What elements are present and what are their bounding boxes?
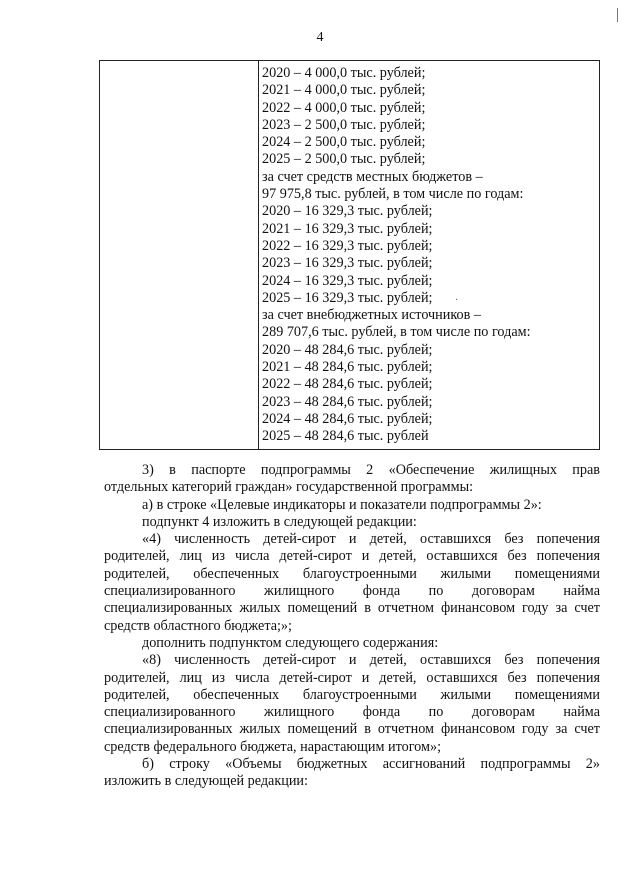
table-line: 2020 – 4 000,0 тыс. рублей; (262, 65, 426, 81)
table-line: 97 975,8 тыс. рублей, в том числе по годам: (262, 186, 524, 203)
table-line: 2022 – 16 329,3 тыс. рублей; (262, 237, 433, 254)
paragraph-4-line-5: специализированных жилых помещений в отчетном финансовом году за счет (104, 600, 600, 617)
table-line: 2025 – 2 500,0 тыс. рублей; (262, 151, 426, 168)
table-line: 2025 – 16 329,3 тыс. рублей; (262, 289, 433, 306)
table-line: 289 707,6 тыс. рублей, в том числе по годам: (262, 324, 531, 341)
page-number: 4 (316, 30, 324, 45)
paragraph-8-line-6: средств федерального бюджета, нарастающим итогом»; (104, 738, 442, 755)
table-line: 2023 – 16 329,3 тыс. рублей; (262, 255, 433, 272)
paragraph-4-line-6: средств областного бюджета;»; (104, 617, 292, 634)
paragraph-4-line-4: специализированного жилищного фонда по договорам найма (104, 583, 600, 600)
table-line: за счет внебюджетных источников – (262, 307, 481, 324)
paragraph-3-line-2: отдельных категорий граждан» государственной программы: (104, 479, 474, 496)
paragraph-4-line-3: родителей, обеспеченных благоустроенными жилыми помещениями (104, 565, 600, 582)
scan-edge-mark (617, 8, 624, 22)
scan-dot: · (455, 295, 459, 306)
table-line: 2024 – 16 329,3 тыс. рублей; (262, 272, 433, 289)
table-line: 2021 – 16 329,3 тыс. рублей; (262, 220, 433, 237)
table-line: 2023 – 2 500,0 тыс. рублей; (262, 116, 426, 133)
paragraph-a: а) в строке «Целевые индикаторы и показатели подпрограммы 2»: (142, 496, 542, 513)
table-line: 2025 – 48 284,6 тыс. рублей (262, 428, 429, 445)
paragraph-add-subpoint: дополнить подпунктом следующего содержания: (142, 634, 439, 651)
paragraph-8-line-2: родителей, лиц из числа детей-сирот и детей, оставшихся без попечения (104, 669, 600, 686)
table-line: 2024 – 2 500,0 тыс. рублей; (262, 134, 426, 151)
paragraph-3-line-1: 3) в паспорте подпрограммы 2 «Обеспечение жилищных прав (142, 462, 600, 478)
paragraph-8-line-5: специализированных жилых помещений в отчетном финансовом году за счет (104, 721, 600, 738)
document-body (104, 462, 600, 791)
table-line: 2022 – 48 284,6 тыс. рублей; (262, 376, 433, 393)
paragraph-8-line-4: специализированного жилищного фонда по договорам найма (104, 704, 600, 721)
table-line: 2022 – 4 000,0 тыс. рублей; (262, 99, 426, 116)
paragraph-b-line-1: б) строку «Объемы бюджетных ассигнований подпрограммы 2» (142, 756, 600, 773)
paragraph-4-line-1: «4) численность детей-сирот и детей, оставшихся без попечения (142, 531, 600, 548)
table-line: 2021 – 48 284,6 тыс. рублей; (262, 359, 433, 376)
table-line: 2023 – 48 284,6 тыс. рублей; (262, 393, 433, 410)
table-line: 2021 – 4 000,0 тыс. рублей; (262, 82, 426, 99)
paragraph-subpoint-4-intro: подпункт 4 изложить в следующей редакции: (142, 513, 417, 530)
paragraph-8-line-1: «8) численность детей-сирот и детей, оставшихся без попечения (142, 652, 600, 669)
table-line: 2020 – 48 284,6 тыс. рублей; (262, 341, 433, 358)
table-right-cell (262, 65, 595, 446)
table-left-cell (100, 61, 259, 449)
table-line: за счет средств местных бюджетов – (262, 168, 483, 185)
paragraph-b-line-2: изложить в следующей редакции: (104, 773, 308, 790)
table-line: 2024 – 48 284,6 тыс. рублей; (262, 410, 433, 427)
paragraph-4-line-2: родителей, лиц из числа детей-сирот и детей, оставшихся без попечения (104, 548, 600, 565)
table-line: 2020 – 16 329,3 тыс. рублей; (262, 203, 433, 220)
funding-table (99, 60, 600, 450)
paragraph-8-line-3: родителей, обеспеченных благоустроенными жилыми помещениями (104, 686, 600, 703)
